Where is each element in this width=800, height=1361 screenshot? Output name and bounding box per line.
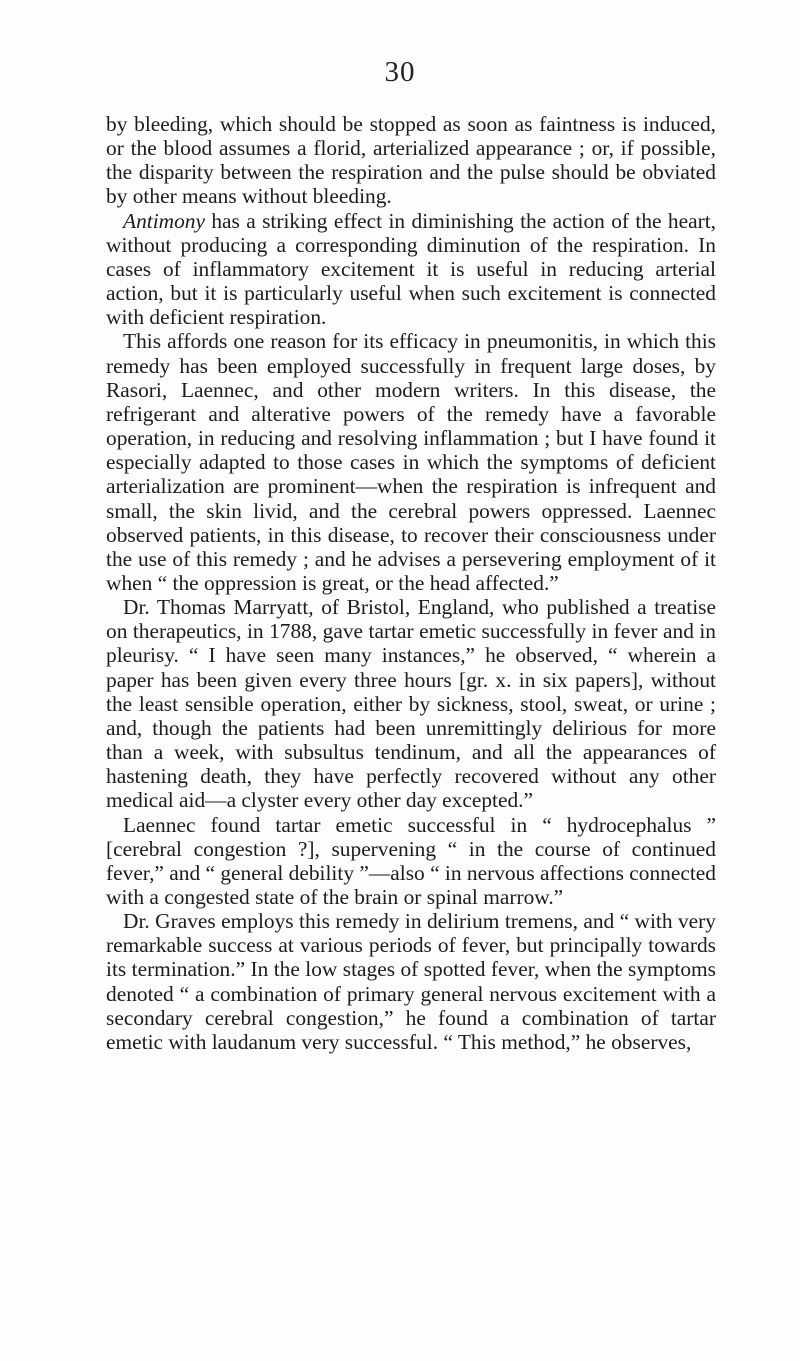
paragraph-laennec-hydrocephalus: Laennec found tartar emetic successful in “ hydrocephalus ” [cerebral congestion ?], supervening “ in the course of continued fever,” and “ general debility ”—also “ in nervous affections connected with a congested state of the brain or spinal marrow.”: [106, 812, 716, 909]
body-text: [106, 112, 716, 1054]
paragraph-graves: Dr. Graves employs this remedy in delirium tremens, and “ with very remarkable success at various periods of fever, but principally towards its termination.” In the low stages of spotted fever, when the symptoms denoted “ a combination of primary general nervous excitement with a secondary cerebral congestion,” he found a combination of tartar emetic with laudanum very successful. “ This method,” he observes,: [106, 909, 716, 1054]
page-number: 30: [384, 56, 416, 88]
paragraph-bleeding: by bleeding, which should be stopped as soon as faintness is induced, or the blood assumes a florid, arterialized appearance ; or, if possible, the disparity between the respiration and the pulse should be obviated by other means without bleeding.: [106, 112, 716, 209]
paragraph-antimony: [106, 209, 716, 330]
paragraph-marryatt: Dr. Thomas Marryatt, of Bristol, England, who published a treatise on therapeutics, in 1788, gave tartar emetic successfully in fever and in pleurisy. “ I have seen many instances,” he observed, “ wherein a paper has been given every three hours [gr. x. in six papers], without the least sensible operation, either by sickness, stool, sweat, or urine ; and, though the patients had been unremittingly delirious for more than a week, with subsultus tendinum, and all the appearances of hastening death, they have perfectly recovered without any other medical aid—a clyster every other day excepted.”: [106, 595, 716, 813]
antimony-term: Antimony: [123, 208, 205, 233]
antimony-text: has a striking effect in diminishing the action of the heart, without producing a corresponding diminution of the respiration. In cases of inflammatory excitement it is useful in reducing arterial action, but it is particularly useful when such excitement is connected with deficient respiration.: [106, 208, 716, 330]
paragraph-pneumonitis: This affords one reason for its efficacy in pneumonitis, in which this remedy has been employed successfully in frequent large doses, by Rasori, Laennec, and other modern writers. In this disease, the refrigerant and alterative powers of the remedy have a favorable operation, in reducing and resolving inflammation ; but I have found it especially adapted to those cases in which the symptoms of deficient arterialization are prominent—when the respiration is infrequent and small, the skin livid, and the cerebral powers oppressed. Laennec observed patients, in this disease, to recover their consciousness under the use of this remedy ; and he advises a persevering employment of it when “ the oppression is great, or the head affected.”: [106, 329, 716, 595]
